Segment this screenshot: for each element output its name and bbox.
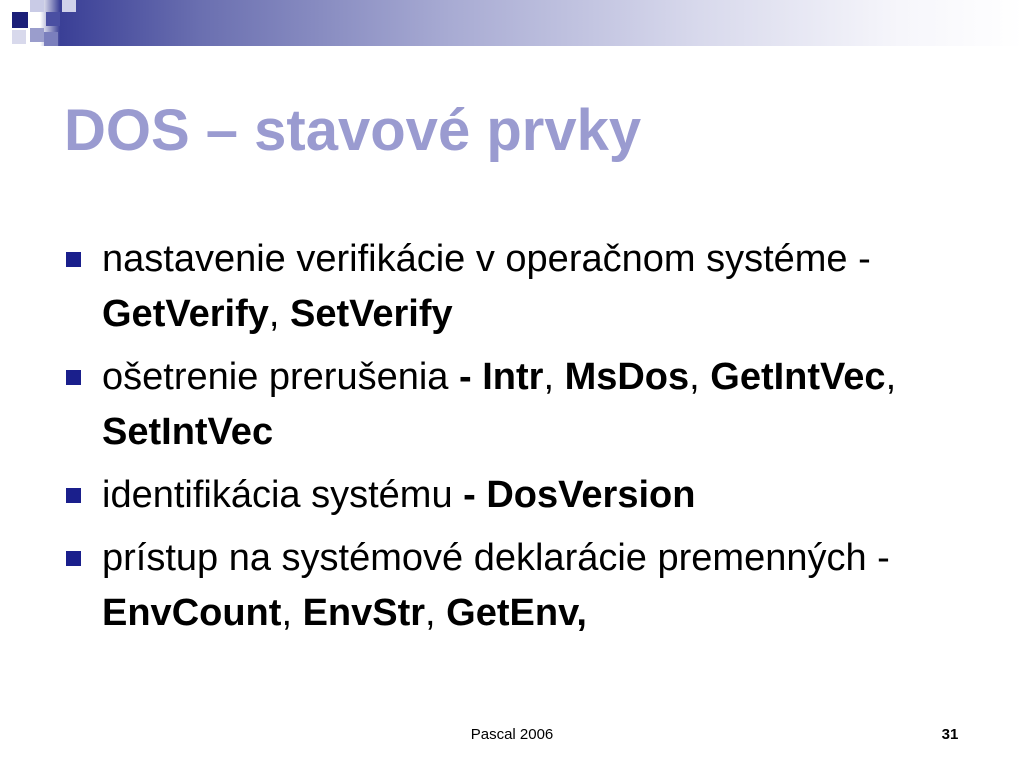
bullet-keyword: - DosVersion [463, 474, 696, 516]
page-number: 31 [941, 726, 959, 743]
bullet-text: , [425, 592, 447, 634]
bullet-square-icon [66, 488, 81, 503]
bullet-text: identifikácia systému [102, 474, 464, 516]
decorative-square [12, 12, 28, 28]
bullet-text: ošetrenie prerušenia [102, 356, 459, 398]
bullet-item [64, 232, 964, 342]
bullet-list [64, 232, 964, 649]
bullet-text: , [268, 293, 290, 335]
decorative-square [30, 28, 44, 42]
bullet-keyword: SetIntVec [102, 411, 274, 453]
decorative-square [46, 12, 60, 26]
bullet-keyword: EnvCount [102, 592, 282, 634]
decorative-square [44, 32, 58, 46]
bullet-text: , [543, 356, 565, 398]
bullet-keyword: - Intr [459, 356, 544, 398]
bullet-keyword: MsDos [564, 356, 690, 398]
bullet-text: nastavenie verifikácie v operačnom systéme - [102, 238, 871, 280]
bullet-text: prístup na systémové deklarácie premenných - [102, 537, 890, 579]
bullet-square-icon [66, 370, 81, 385]
footer-text: Pascal 2006 [470, 726, 554, 743]
bullet-square-icon [66, 252, 81, 267]
bullet-keyword: SetVerify [290, 293, 453, 335]
bullet-item [64, 350, 964, 460]
bullet-keyword: GetVerify [102, 293, 269, 335]
bullet-text: , [281, 592, 303, 634]
decorative-square [30, 0, 44, 12]
bullet-text: , [689, 356, 711, 398]
bullet-keyword: GetIntVec [710, 356, 886, 398]
bullet-keyword: EnvStr [302, 592, 426, 634]
decorative-square [12, 30, 26, 44]
decorative-square [62, 0, 76, 12]
bullet-item [64, 531, 964, 641]
bullet-item [64, 468, 964, 523]
bullet-text: , [885, 356, 897, 398]
bullet-square-icon [66, 551, 81, 566]
slide-title: DOS – stavové prvky [64, 98, 642, 163]
bullet-keyword: GetEnv, [446, 592, 587, 634]
header-banner [0, 0, 1024, 46]
